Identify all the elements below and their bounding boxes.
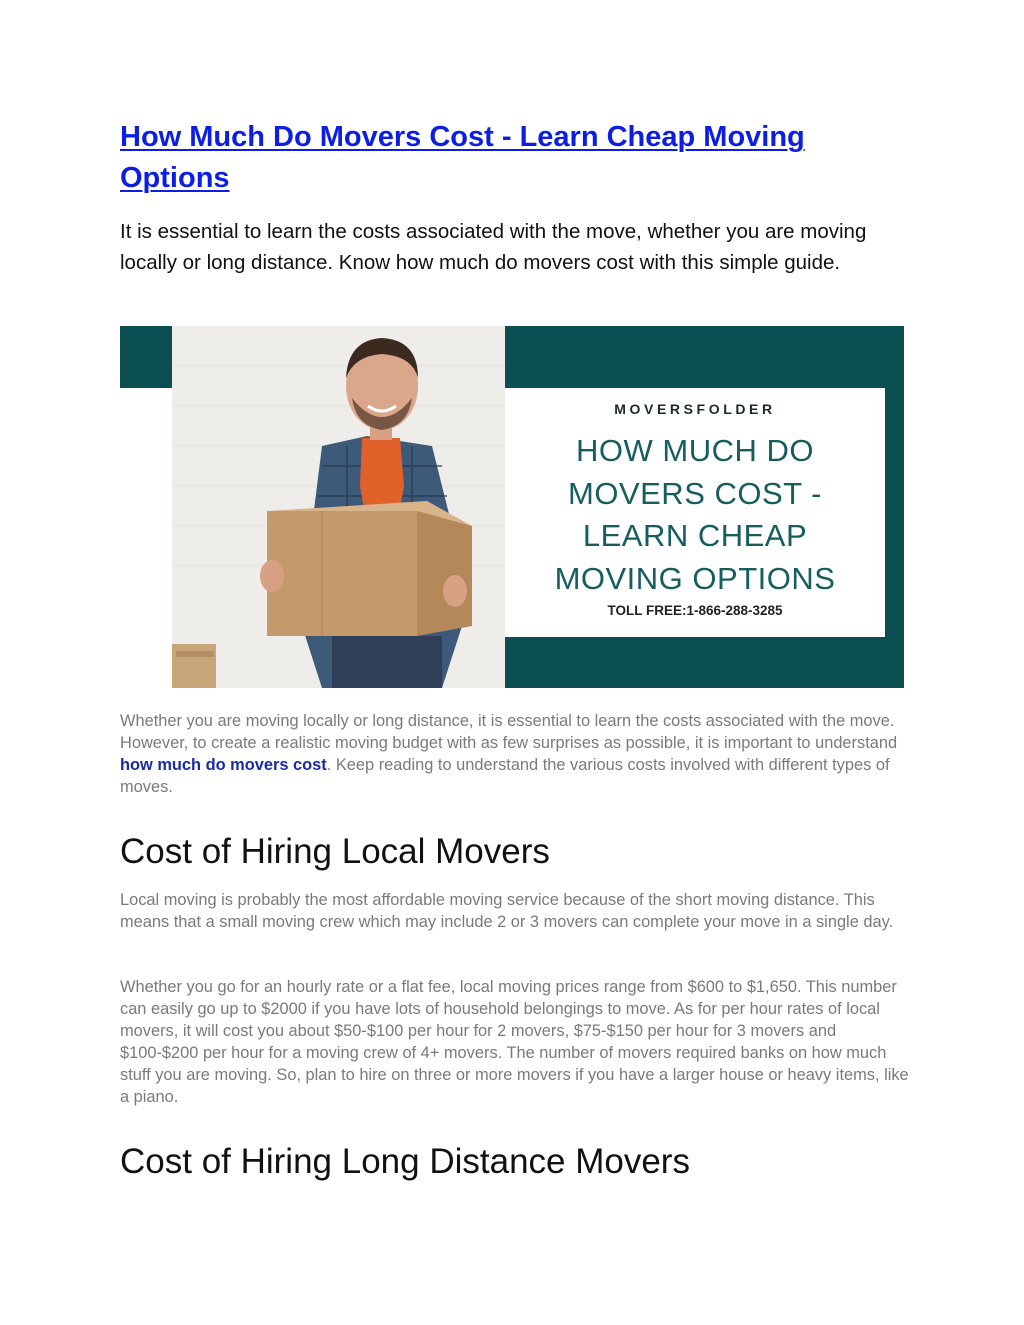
mover-illustration	[172, 326, 505, 688]
toll-free-number: TOLL FREE:1-866-288-3285	[607, 603, 783, 618]
local-movers-heading: Cost of Hiring Local Movers	[120, 832, 550, 871]
mover-holding-box-photo	[172, 326, 505, 688]
banner-headline: HOW MUCH DO MOVERS COST - LEARN CHEAP MOVING OPTIONS	[554, 433, 836, 596]
article-title-link[interactable]: How Much Do Movers Cost - Learn Cheap Moving Options	[120, 121, 805, 194]
movers-cost-link[interactable]: how much do movers cost	[120, 756, 327, 774]
article-banner-image	[120, 326, 904, 688]
banner-left-white-strip	[120, 388, 172, 688]
brand-name: MOVERSFOLDER	[614, 401, 776, 417]
overview-paragraph	[120, 710, 910, 798]
local-movers-paragraph-2: Whether you go for an hourly rate or a flat fee, local moving prices range from $600 to $1,650. This number can easily go up to $2000 if you have lots of household belongings to move. As for per hour rates of local movers, it will cost you about $50-$100 per hour for 2 movers, $75-$150 per hour for 3 movers and $100-$200 per hour for a moving crew of 4+ movers. The number of movers required banks on how much stuff you are moving. So, plan to hire on three or more movers if you have a larger house or heavy items, like a piano.	[120, 978, 909, 1106]
overview-text-end: . Keep reading to understand the various costs involved with different types of moves.	[120, 756, 890, 796]
intro-paragraph: It is essential to learn the costs associated with the move, whether you are moving locally or long distance. Know how much do movers cost with this simple guide.	[120, 220, 867, 274]
long-distance-movers-heading: Cost of Hiring Long Distance Movers	[120, 1142, 690, 1181]
overview-text-start: Whether you are moving locally or long distance, it is essential to learn the costs associated with the move. However, to create a realistic moving budget with as few surprises as possible, it is important to understand	[120, 712, 898, 752]
banner-text-card	[505, 388, 885, 637]
local-movers-paragraph-1: Local moving is probably the most affordable moving service because of the short moving distance. This means that a small moving crew which may include 2 or 3 movers can complete your move in a single day.	[120, 891, 894, 931]
